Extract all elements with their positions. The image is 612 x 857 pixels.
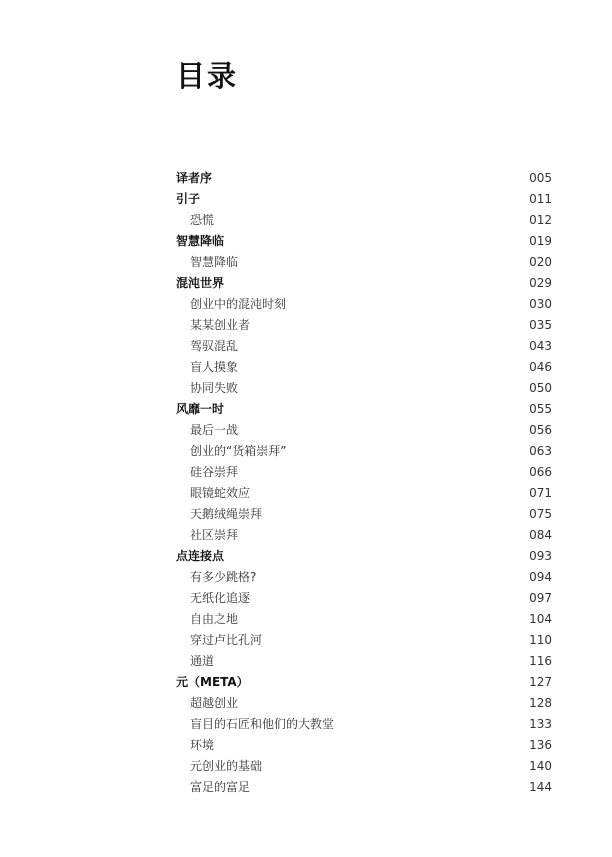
- toc-entry-title: 元创业的基础: [190, 759, 263, 773]
- toc-section-entry[interactable]: [176, 441, 552, 462]
- toc-chapter-entry[interactable]: [176, 546, 552, 567]
- toc-page-number: 011: [529, 192, 552, 206]
- toc-entry-title: 创业中的混沌时刻: [190, 297, 287, 311]
- toc-section-entry[interactable]: [176, 756, 552, 777]
- toc-entry-title: 硅谷崇拜: [190, 465, 239, 479]
- toc-entry-title: 译者序: [176, 171, 213, 185]
- toc-entry-title: 协同失败: [190, 381, 239, 395]
- toc-entry-title: 智慧降临: [190, 255, 239, 269]
- toc-section-entry[interactable]: [176, 567, 552, 588]
- toc-section-entry[interactable]: [176, 483, 552, 504]
- toc-section-entry[interactable]: [176, 462, 552, 483]
- toc-entry-title: 某某创业者: [190, 318, 251, 332]
- toc-section-entry[interactable]: [176, 504, 552, 525]
- toc-page-number: 093: [529, 549, 552, 563]
- toc-page-number: 075: [529, 507, 552, 521]
- toc-entry-title: 超越创业: [190, 696, 239, 710]
- toc-entry-title: 驾驭混乱: [190, 339, 239, 353]
- toc-page-number: 136: [529, 738, 552, 752]
- toc-chapter-entry[interactable]: [176, 672, 552, 693]
- toc-section-entry[interactable]: [176, 252, 552, 273]
- page-title: 目录: [176, 59, 239, 93]
- toc-page-number: 030: [529, 297, 552, 311]
- toc-page-number: 063: [529, 444, 552, 458]
- toc-page-number: 005: [529, 171, 552, 185]
- toc-page-number: 055: [529, 402, 552, 416]
- toc-section-entry[interactable]: [176, 420, 552, 441]
- toc-page-number: 127: [529, 675, 552, 689]
- toc-section-entry[interactable]: [176, 609, 552, 630]
- toc-page-number: 043: [529, 339, 552, 353]
- toc-page-number: 046: [529, 360, 552, 374]
- table-of-contents: [176, 168, 552, 798]
- toc-section-entry[interactable]: [176, 315, 552, 336]
- toc-page-number: 116: [529, 654, 552, 668]
- toc-entry-title: 引子: [176, 192, 201, 206]
- toc-section-entry[interactable]: [176, 777, 552, 798]
- toc-section-entry[interactable]: [176, 693, 552, 714]
- toc-page-number: 029: [529, 276, 552, 290]
- toc-section-entry[interactable]: [176, 525, 552, 546]
- toc-chapter-entry[interactable]: [176, 231, 552, 252]
- toc-entry-title: 恐慌: [190, 213, 215, 227]
- toc-page-number: 012: [529, 213, 552, 227]
- toc-entry-title: 环境: [190, 738, 215, 752]
- toc-section-entry[interactable]: [176, 630, 552, 651]
- toc-entry-title: 最后一战: [190, 423, 239, 437]
- toc-entry-title: 自由之地: [190, 612, 239, 626]
- toc-section-entry[interactable]: [176, 735, 552, 756]
- toc-page-number: 019: [529, 234, 552, 248]
- toc-section-entry[interactable]: [176, 651, 552, 672]
- toc-entry-title: 有多少跳格?: [190, 570, 257, 584]
- toc-entry-title: 无纸化追逐: [190, 591, 251, 605]
- toc-entry-title: 混沌世界: [176, 276, 225, 290]
- toc-entry-title: 智慧降临: [176, 234, 225, 248]
- toc-page-number: 035: [529, 318, 552, 332]
- toc-page-number: 071: [529, 486, 552, 500]
- toc-page-number: 128: [529, 696, 552, 710]
- toc-chapter-entry[interactable]: [176, 273, 552, 294]
- toc-page-number: 144: [529, 780, 552, 794]
- toc-page-number: 133: [529, 717, 552, 731]
- toc-page-number: 094: [529, 570, 552, 584]
- toc-entry-title: 通道: [190, 654, 215, 668]
- toc-page-number: 056: [529, 423, 552, 437]
- toc-chapter-entry[interactable]: [176, 168, 552, 189]
- toc-entry-title: 盲人摸象: [190, 360, 239, 374]
- toc-page-number: 066: [529, 465, 552, 479]
- toc-section-entry[interactable]: [176, 210, 552, 231]
- toc-entry-title: 富足的富足: [190, 780, 251, 794]
- toc-entry-title: 天鹅绒绳崇拜: [190, 507, 263, 521]
- toc-page-number: 050: [529, 381, 552, 395]
- toc-page-number: 020: [529, 255, 552, 269]
- toc-entry-title: 元（META）: [176, 675, 249, 689]
- toc-section-entry[interactable]: [176, 378, 552, 399]
- toc-entry-title: 点连接点: [176, 549, 225, 563]
- toc-entry-title: 创业的“货箱崇拜”: [190, 444, 287, 458]
- toc-chapter-entry[interactable]: [176, 189, 552, 210]
- toc-page-number: 104: [529, 612, 552, 626]
- toc-chapter-entry[interactable]: [176, 399, 552, 420]
- toc-entry-title: 社区崇拜: [190, 528, 239, 542]
- toc-page-number: 110: [529, 633, 552, 647]
- toc-page-number: 140: [529, 759, 552, 773]
- toc-section-entry[interactable]: [176, 714, 552, 735]
- toc-section-entry[interactable]: [176, 588, 552, 609]
- toc-page-number: 084: [529, 528, 552, 542]
- toc-section-entry[interactable]: [176, 294, 552, 315]
- toc-page-number: 097: [529, 591, 552, 605]
- toc-entry-title: 盲目的石匠和他们的大教堂: [190, 717, 335, 731]
- toc-section-entry[interactable]: [176, 336, 552, 357]
- toc-entry-title: 眼镜蛇效应: [190, 486, 251, 500]
- toc-entry-title: 风靡一时: [176, 402, 225, 416]
- toc-entry-title: 穿过卢比孔河: [190, 633, 263, 647]
- toc-section-entry[interactable]: [176, 357, 552, 378]
